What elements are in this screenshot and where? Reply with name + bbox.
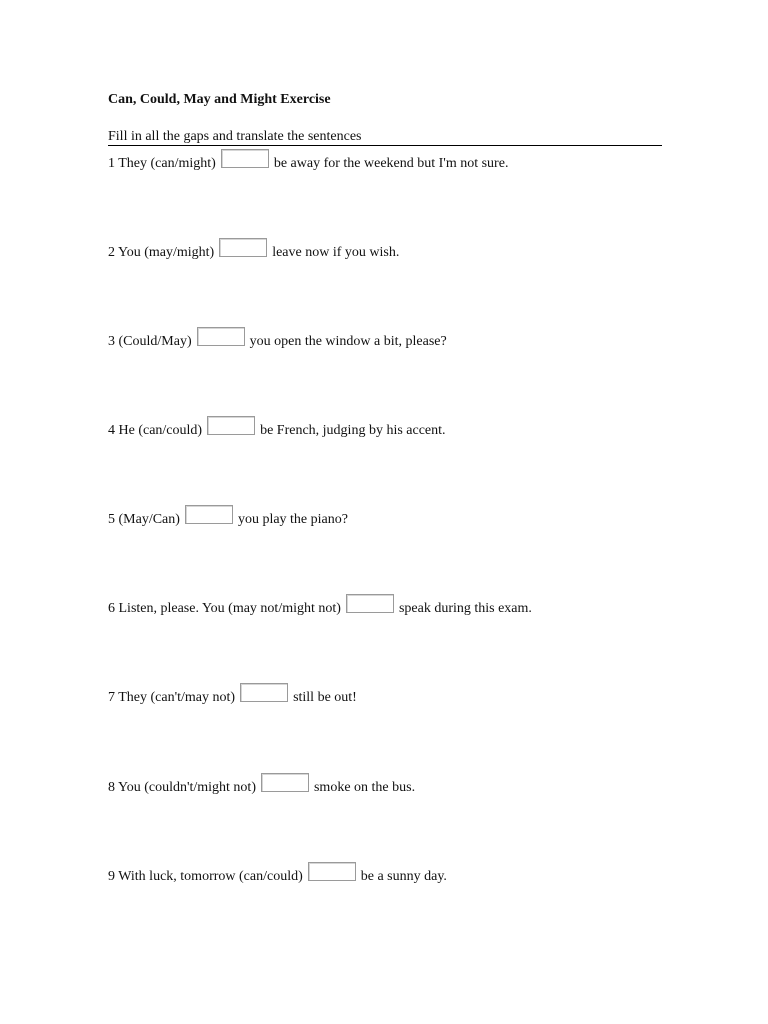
question-2-text-before: 2 You (may/might) bbox=[108, 245, 215, 260]
question-5-text-before: 5 (May/Can) bbox=[108, 512, 180, 527]
question-9-answer-input[interactable] bbox=[308, 862, 356, 881]
question-7-answer-input[interactable] bbox=[240, 683, 288, 702]
instructions: Fill in all the gaps and translate the sentences bbox=[108, 128, 662, 146]
question-3-text-before: 3 (Could/May) bbox=[108, 334, 192, 349]
question-5 bbox=[108, 508, 348, 532]
question-6-text-after: speak during this exam. bbox=[398, 601, 532, 616]
question-8 bbox=[108, 776, 415, 800]
question-7-text-after: still be out! bbox=[293, 690, 357, 705]
exercise-title: Can, Could, May and Might Exercise bbox=[108, 92, 331, 107]
question-8-answer-input[interactable] bbox=[261, 773, 309, 792]
question-9-text-after: be a sunny day. bbox=[360, 869, 447, 884]
question-5-text-after: you play the piano? bbox=[237, 512, 348, 527]
question-6-text-before: 6 Listen, please. You (may not/might not) bbox=[108, 601, 341, 616]
question-4-text-after: be French, judging by his accent. bbox=[260, 423, 446, 438]
question-2 bbox=[108, 241, 399, 265]
question-3-text-after: you open the window a bit, please? bbox=[249, 334, 447, 349]
question-1 bbox=[108, 152, 508, 176]
question-5-answer-input[interactable] bbox=[185, 505, 233, 524]
question-3-answer-input[interactable] bbox=[197, 327, 245, 346]
question-8-text-before: 8 You (couldn't/might not) bbox=[108, 780, 256, 795]
question-6-answer-input[interactable] bbox=[346, 594, 394, 613]
question-1-text-after: be away for the weekend but I'm not sure. bbox=[273, 156, 509, 171]
question-4 bbox=[108, 419, 446, 443]
question-6 bbox=[108, 597, 532, 621]
question-1-answer-input[interactable] bbox=[221, 149, 269, 168]
question-2-text-after: leave now if you wish. bbox=[272, 245, 400, 260]
question-7-text-before: 7 They (can't/may not) bbox=[108, 690, 236, 705]
question-9-text-before: 9 With luck, tomorrow (can/could) bbox=[108, 869, 303, 884]
question-7 bbox=[108, 686, 357, 710]
question-2-answer-input[interactable] bbox=[219, 238, 267, 257]
question-4-text-before: 4 He (can/could) bbox=[108, 423, 203, 438]
question-4-answer-input[interactable] bbox=[207, 416, 255, 435]
question-1-text-before: 1 They (can/might) bbox=[108, 156, 216, 171]
question-3 bbox=[108, 330, 447, 354]
question-8-text-after: smoke on the bus. bbox=[313, 780, 416, 795]
question-9 bbox=[108, 865, 447, 889]
